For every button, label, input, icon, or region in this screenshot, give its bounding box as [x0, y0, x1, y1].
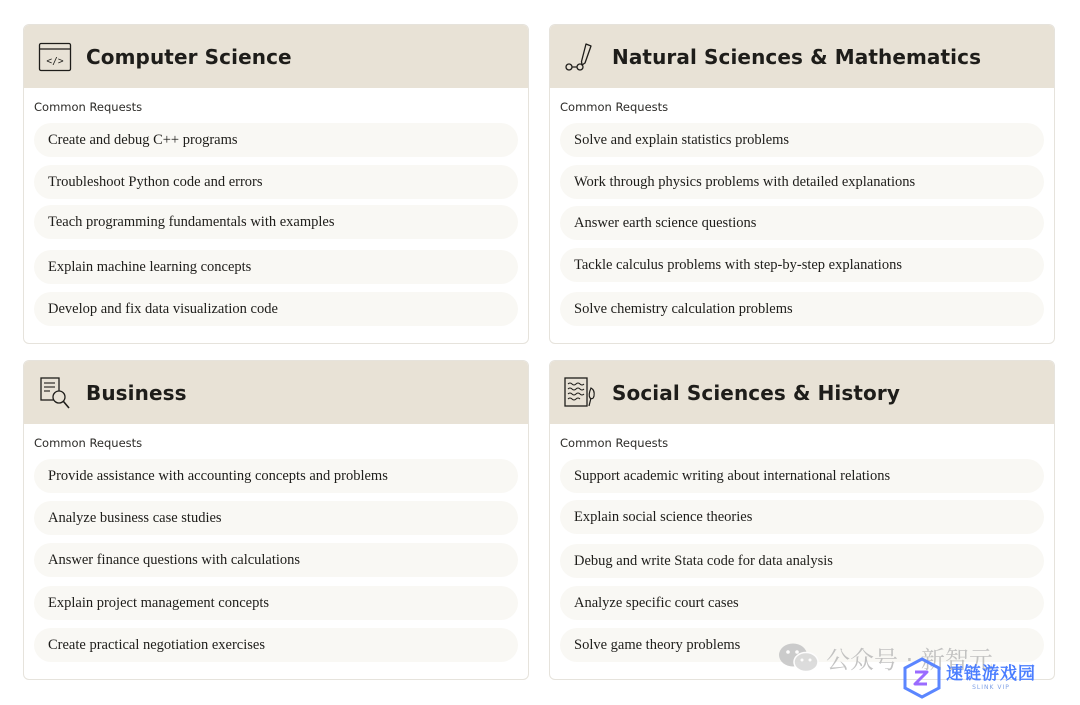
- request-item[interactable]: Answer earth science questions: [560, 206, 1044, 240]
- request-item[interactable]: Troubleshoot Python code and errors: [34, 165, 518, 199]
- request-item[interactable]: Debug and write Stata code for data analysis: [560, 544, 1044, 578]
- card-computer-science: [23, 24, 529, 344]
- request-item[interactable]: Solve game theory problems: [560, 628, 1044, 662]
- request-item[interactable]: Provide assistance with accounting concepts and problems: [34, 459, 518, 493]
- brand-subtitle: SLINK VIP: [972, 684, 1010, 691]
- watermark-brand: [902, 657, 1036, 699]
- request-item[interactable]: Solve and explain statistics problems: [560, 123, 1044, 157]
- card-natural-sciences-mathematics: [549, 24, 1055, 344]
- section-label: Common Requests: [560, 436, 669, 450]
- request-item[interactable]: Analyze specific court cases: [560, 586, 1044, 620]
- request-item[interactable]: Teach programming fundamentals with examples: [34, 205, 518, 239]
- card-title: Social Sciences & History: [612, 380, 900, 405]
- card-title: Computer Science: [86, 44, 292, 69]
- card-header: [24, 361, 528, 424]
- request-item[interactable]: Create practical negotiation exercises: [34, 628, 518, 662]
- request-item[interactable]: Analyze business case studies: [34, 501, 518, 535]
- card-title: Business: [86, 380, 187, 405]
- section-label: Common Requests: [34, 436, 143, 450]
- card-social-sciences-history: [549, 360, 1055, 680]
- brand-name: 速链游戏园: [946, 664, 1036, 684]
- request-item[interactable]: Explain social science theories: [560, 500, 1044, 534]
- document-magnifier-icon: [36, 375, 74, 411]
- handwritten-notes-icon: [562, 375, 600, 411]
- request-item[interactable]: Develop and fix data visualization code: [34, 292, 518, 326]
- card-header: [550, 361, 1054, 424]
- card-header: [24, 25, 528, 88]
- request-item[interactable]: Explain project management concepts: [34, 586, 518, 620]
- request-item[interactable]: Explain machine learning concepts: [34, 250, 518, 284]
- request-item[interactable]: Work through physics problems with detailed explanations: [560, 165, 1044, 199]
- pencil-graph-icon: [562, 39, 600, 75]
- card-header: [550, 25, 1054, 88]
- wechat-icon: [778, 641, 820, 675]
- section-label: Common Requests: [560, 100, 669, 114]
- card-title: Natural Sciences & Mathematics: [612, 44, 982, 69]
- request-item[interactable]: Answer finance questions with calculations: [34, 543, 518, 577]
- request-item[interactable]: Solve chemistry calculation problems: [560, 292, 1044, 326]
- request-item[interactable]: Create and debug C++ programs: [34, 123, 518, 157]
- hexagon-logo-icon: [902, 657, 942, 699]
- request-item[interactable]: Tackle calculus problems with step-by-step explanations: [560, 248, 1044, 282]
- section-label: Common Requests: [34, 100, 143, 114]
- watermark-text: 公众号 · 新智元: [826, 646, 993, 674]
- svg-text:</>: </>: [46, 55, 64, 67]
- request-item[interactable]: Support academic writing about international relations: [560, 459, 1044, 493]
- code-window-icon: [36, 39, 74, 75]
- card-business: [23, 360, 529, 680]
